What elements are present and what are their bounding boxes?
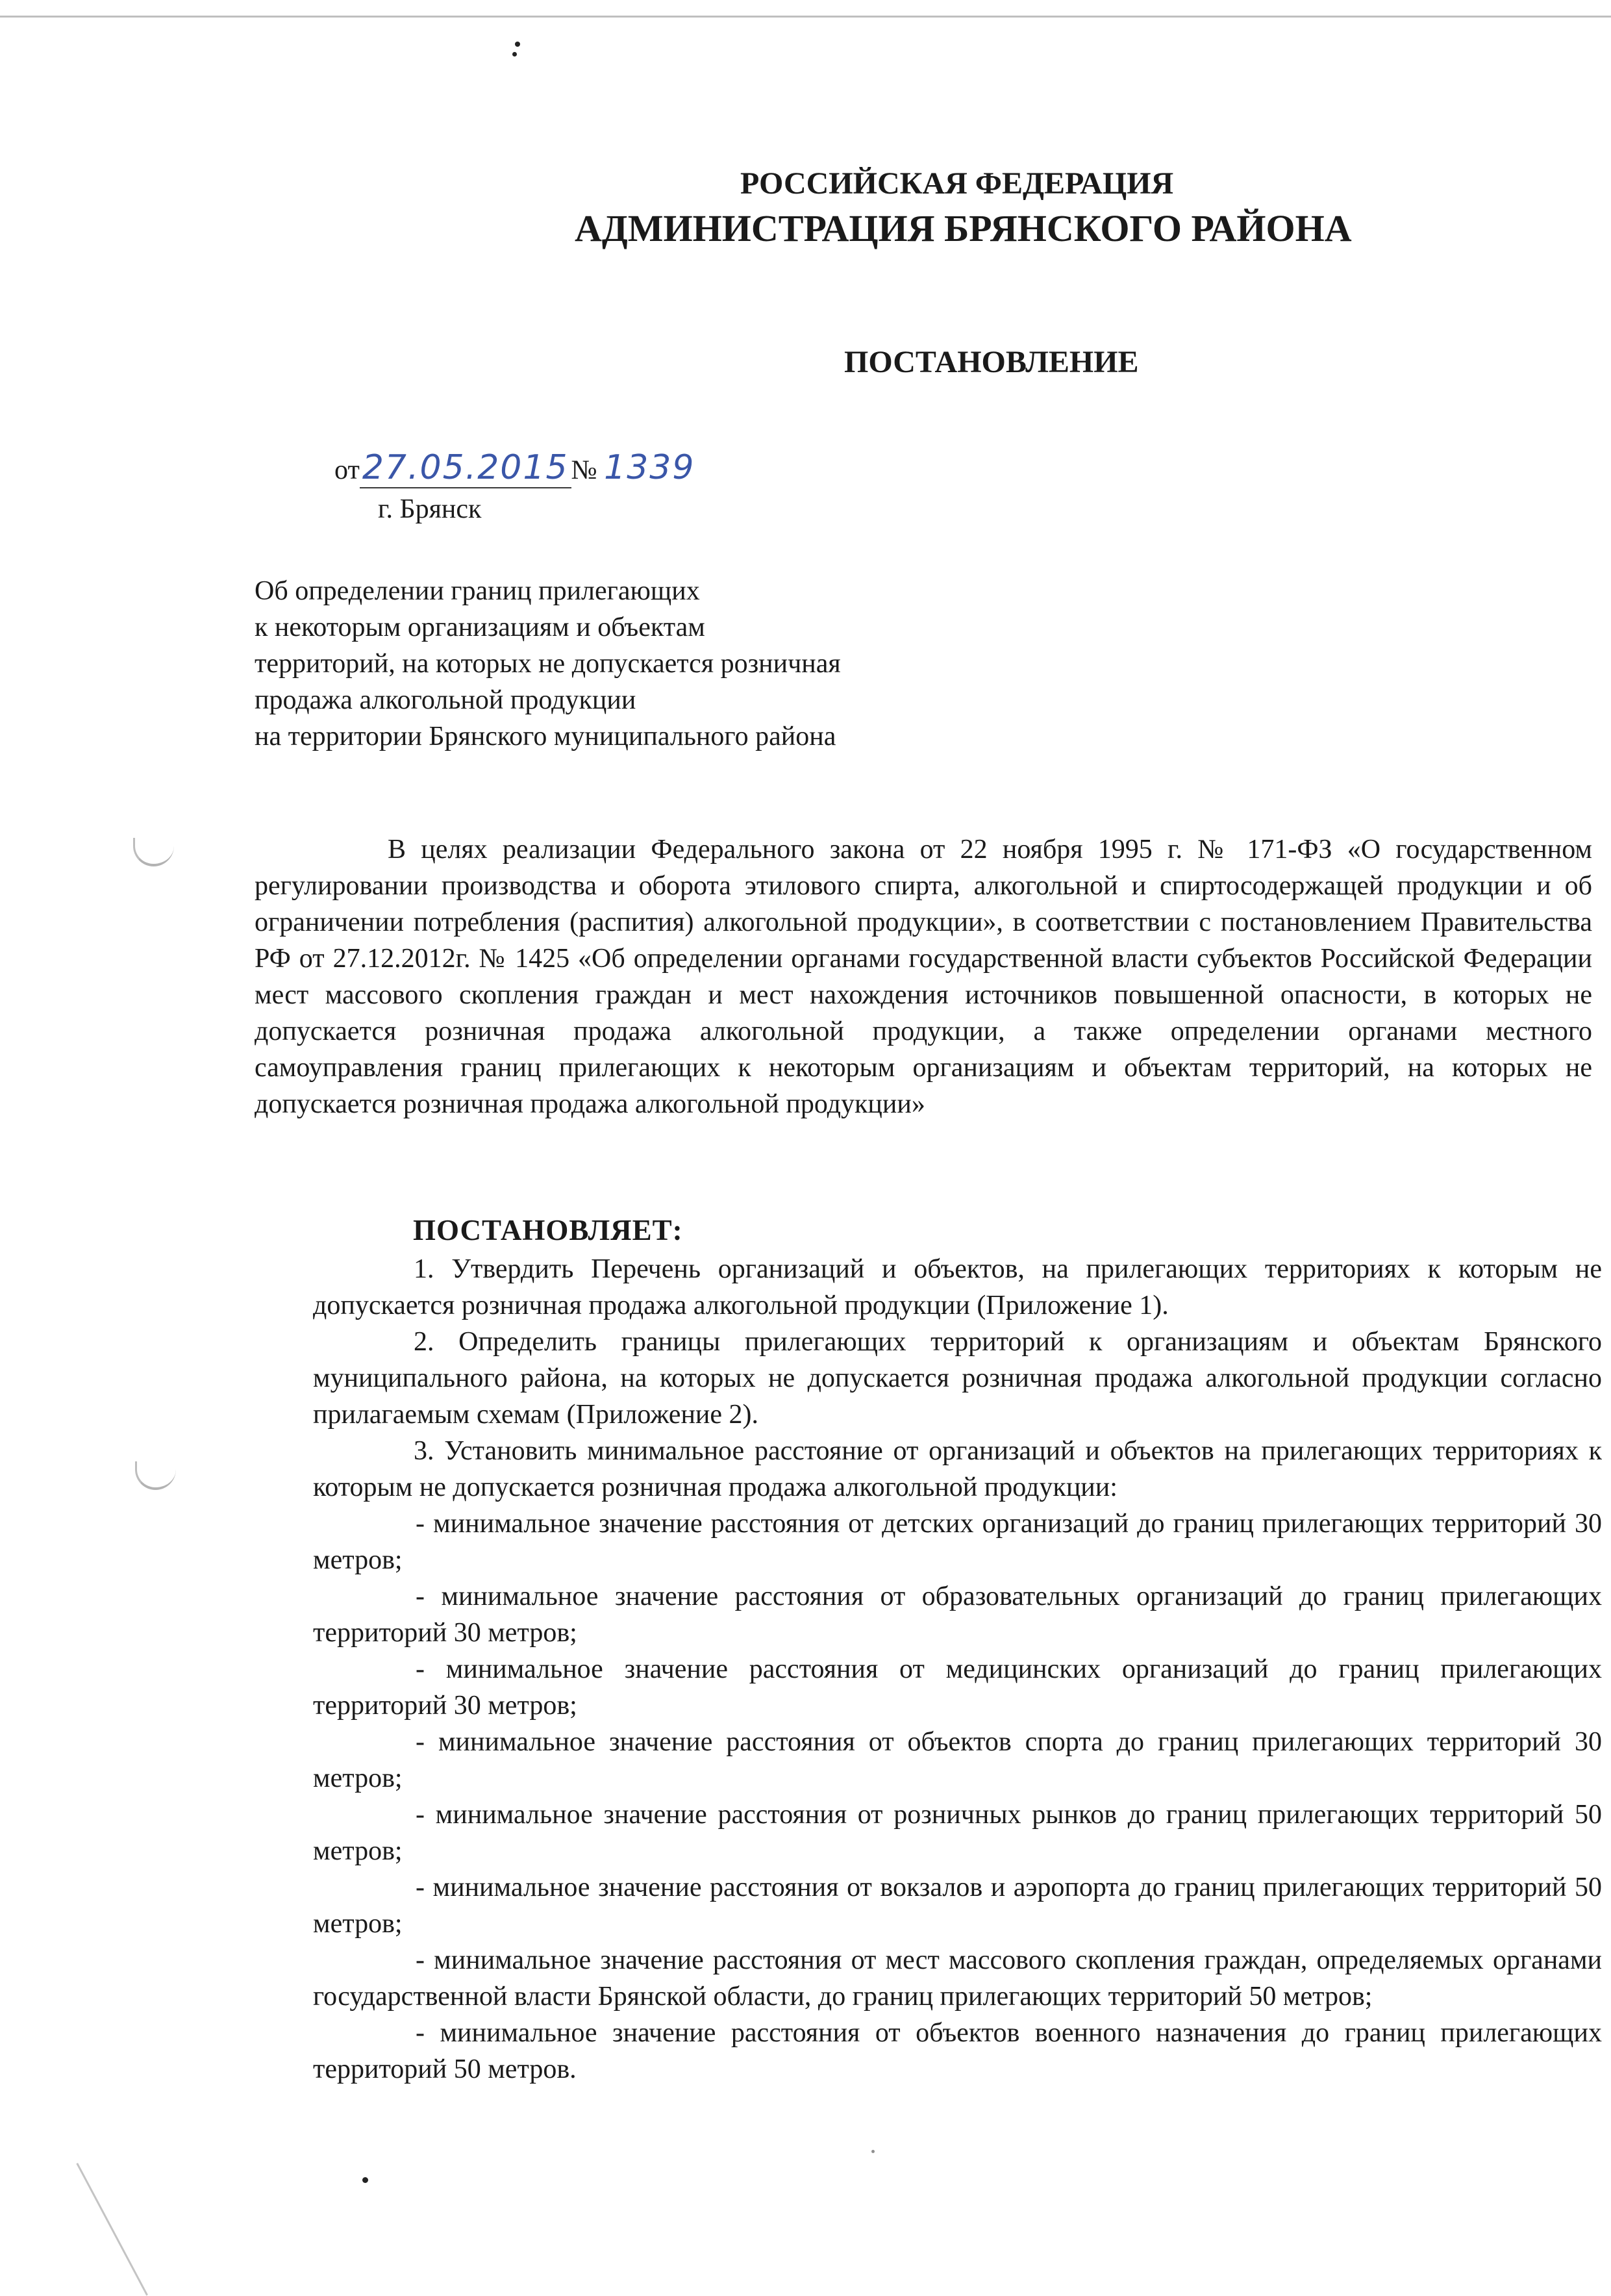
subject-line: территорий, на которых не допускается розничная xyxy=(255,649,841,679)
subject-line: продажа алкогольной продукции xyxy=(255,685,636,715)
handwritten-number: 1339 xyxy=(604,448,695,487)
distance-item: - минимальное значение расстояния от детских организаций до границ прилегающих территорий 30 метров; xyxy=(313,1509,1602,1575)
scan-artifact-line xyxy=(76,2163,148,2295)
resolution-item: 1. Утвердить Перечень организаций и объектов, на прилегающих территориях к которым не допускается розничная продажа алкогольной продукции (Приложение 1). xyxy=(313,1254,1602,1320)
punch-hole-mark xyxy=(135,1461,176,1490)
distance-item: - минимальное значение расстояния от розничных рынков до границ прилегающих территорий 50 метров; xyxy=(313,1800,1602,1866)
punch-hole-mark xyxy=(133,838,174,866)
scan-speck xyxy=(362,2177,368,2183)
resolution-item: 2. Определить границы прилегающих территорий к организациям и объектам Брянского муниципального района, на которых не допускается розничная продажа алкогольной продукции согласно прилагаемым схемам (Приложение 2). xyxy=(313,1327,1602,1430)
document-subject xyxy=(255,573,841,755)
preamble-paragraph: В целях реализации Федерального закона от 22 ноября 1995 г. № 171-ФЗ «О государственном регулировании производства и оборота этилового спирта, алкогольной и спиртосодержащей продукции и об ограничении потребления (распития) алкогольной продукции», в соответствии с постановлением Правительства РФ от 27.12.2012г. № 1425 «Об определении органами государственной власти субъектов Российской Федерации мест массового скопления граждан и мест нахождения источников повышенной опасности, в которых не допускается розничная продажа алкогольной продукции, а также определении органами местного самоуправления границ прилегающих к некоторым организациям и объектам территорий, на которых не допускается розничная продажа алкогольной продукции» xyxy=(255,835,1592,1119)
subject-line: на территории Брянского муниципального района xyxy=(255,722,836,751)
distance-item: - минимальное значение расстояния от объектов военного назначения до границ прилегающих территорий 50 метров. xyxy=(313,2018,1602,2084)
resolution-item: 3. Установить минимальное расстояние от организаций и объектов на прилегающих территориях к которым не допускается розничная продажа алкогольной продукции: xyxy=(313,1436,1602,1502)
subject-line: Об определении границ прилегающих xyxy=(255,576,700,606)
scan-speck xyxy=(515,42,520,47)
resolves-heading: ПОСТАНОВЛЯЕТ: xyxy=(413,1214,683,1246)
subject-line: к некоторым организациям и объектам xyxy=(255,612,705,642)
number-label: № xyxy=(571,455,597,485)
distance-item: - минимальное значение расстояния от мест массового скопления граждан, определяемых органами государственной власти Брянской области, до границ прилегающих территорий 50 метров; xyxy=(313,1945,1602,2012)
country-heading: РОССИЙСКАЯ ФЕДЕРАЦИЯ xyxy=(740,166,1174,201)
scan-top-edge xyxy=(0,16,1611,18)
administration-heading: АДМИНИСТРАЦИЯ БРЯНСКОГО РАЙОНА xyxy=(575,207,1352,249)
resolution-items xyxy=(313,1251,1602,2088)
distance-item: - минимальное значение расстояния от объектов спорта до границ прилегающих территорий 30 метров; xyxy=(313,1727,1602,1793)
handwritten-date: 27.05.2015 xyxy=(360,448,571,488)
document-type-heading: ПОСТАНОВЛЕНИЕ xyxy=(844,345,1139,379)
scan-speck xyxy=(871,2150,875,2153)
dateline xyxy=(334,448,695,487)
distance-item: - минимальное значение расстояния от медицинских организаций до границ прилегающих территорий 30 метров; xyxy=(313,1654,1602,1721)
city-line: г. Брянск xyxy=(378,494,482,524)
distance-item: - минимальное значение расстояния от вокзалов и аэропорта до границ прилегающих территорий 50 метров; xyxy=(313,1873,1602,1939)
date-from-label: от xyxy=(334,455,360,485)
scan-speck xyxy=(512,52,517,57)
distance-item: - минимальное значение расстояния от образовательных организаций до границ прилегающих территорий 30 метров; xyxy=(313,1582,1602,1648)
